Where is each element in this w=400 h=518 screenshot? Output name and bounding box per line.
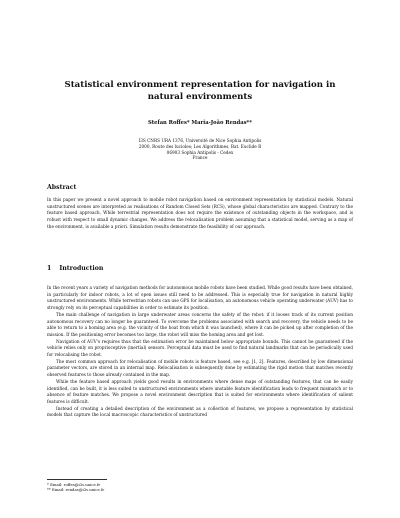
body-paragraph: The main challenge of navigation in large underwater areas concerns the safety of the robot: if it looses track of its current position autonomous recovery can no longer be guaranteed. To overcome the problems associated with search and recovery, the vehicle needs to be able to return to a homing area (e.g. the vicinity of the boat from which it was launched), where it can be picked up after completion of the mission. If the positioning error becomes too large, the robot will miss the homing area and get lost. [47, 312, 353, 338]
footnote: * Email: roffes@i3s.unice.fr [47, 482, 101, 487]
body-paragraph: In the recent years a variety of navigation methods for autonomous mobile robots have been studied. While good results have been obtained, in particularly for indoor robots, a lot of open issues still need to be addressed. This is especially true for navigation in natural highly unstructured environments. While terrestrian robots can use GPS for localisation, an autonomous vehicle operating underwater (AUV) has to strongly rely on its perceptual capabilities in order to estimate its position. [47, 286, 353, 312]
section-number: 1 [47, 265, 52, 272]
section-body [47, 286, 353, 420]
footnote: ** Email: rendas@i3s.unice.fr [47, 487, 105, 493]
section-heading [47, 265, 103, 272]
affiliation-line: 06903 Sophia Antipolis - Cedex [166, 149, 234, 155]
footnotes [47, 482, 104, 493]
affiliation-block [0, 138, 400, 161]
body-paragraph: Instead of creating a detailed description of the environment as a collection of features, we propose a representation by statistical models that capture the local macroscopic characteristics of unstructured [47, 406, 353, 419]
abstract-heading: Abstract [47, 184, 77, 191]
body-paragraph: Navigation of AUV's requires thus that the estimation error be maintained below appropriate bounds. This cannot be guaranteed if the vehicle relies only on proprioceptive (inertial) sensors. Perceptual data must be used to find natural landmarks that can be periodically used for relocalising the robot. [47, 339, 353, 359]
abstract-text [47, 198, 353, 232]
footnote-rule [47, 479, 107, 480]
affiliation-line: France [192, 155, 208, 161]
section-title: Introduction [59, 265, 104, 272]
paper-authors: Stefan Roffes* Maria-João Rendas** [148, 120, 252, 126]
body-paragraph: The most common approach for relocalisation of mobile robots is feature based, see e.g. [1, 2]. Features, described by low dimensional parameter vectors, are stored in an internal map. Relocalisation is subsequently done by estimating the rigid motion that matches recently observed features to those already contained in the map. [47, 359, 353, 379]
affiliation-line: I3S CNRS URA 1376, Université de Nice Sophia Antipolis [138, 138, 262, 143]
paper-title: Statistical environment representation for navigation in natural environments [64, 80, 336, 102]
abstract-paragraph: In this paper we present a novel approach to mobile robot navigation based on environment representation by statistical models. Natural unstructured scenes are interpreted as realisations of Random Closed Sets (RCS), whose global characteristics are mapped. Contrary to the feature based approach, While terrestrial representation does not require the existence of outstanding objects in the workspace, and is robust with respect to small dynamic changes. We address the relocalisation problem assuming that a statistical model, serving as a map of the environment, is available a priori. Simulation results demonstrate the feasibility of our approach. [47, 198, 353, 230]
affiliation-line: 2000, Route des lucioles; Les Algorithmes, Bat. Euclide B [138, 143, 262, 149]
body-paragraph: While the feature based approach yields good results in environments where dense maps of outstanding features, that can be easily identified, can be built, it is less suited to unstructured environments where unstable feature identification leads to frequent mismatch or to absence of feature matches. We propose a novel environment description that is suited for environments where identification of salient features is difficult. [47, 379, 353, 405]
